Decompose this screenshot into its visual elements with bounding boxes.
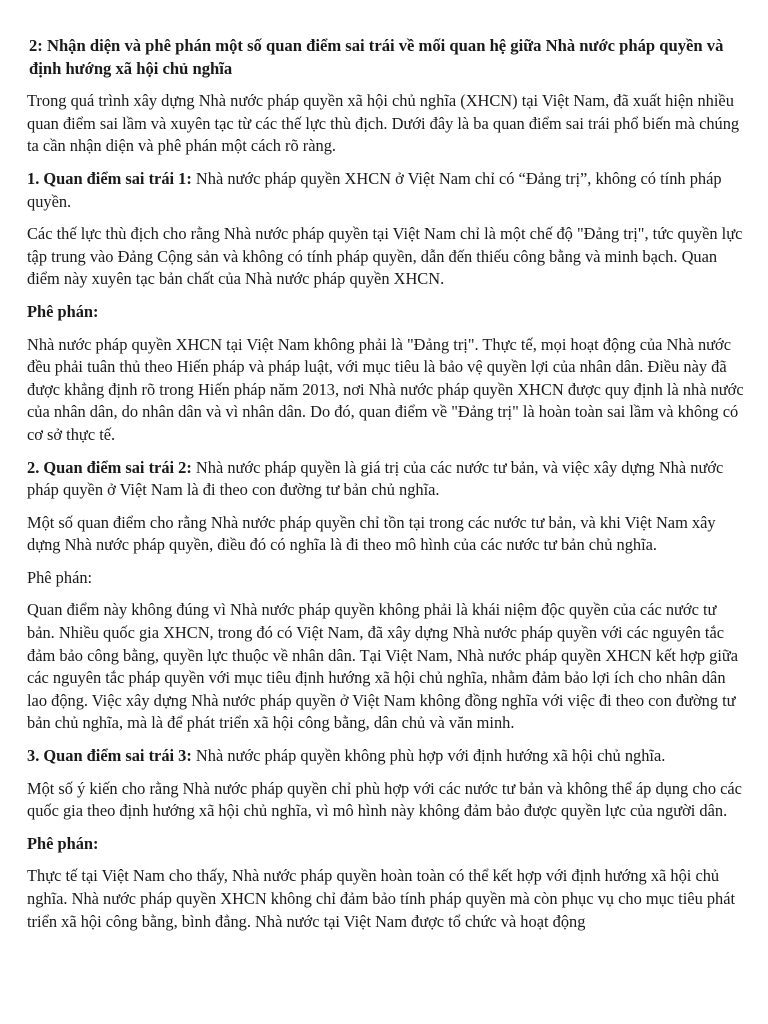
view-3-critique-label: Phê phán:: [27, 833, 99, 853]
view-1-critique: Nhà nước pháp quyền XHCN tại Việt Nam không phải là "Đảng trị". Thực tế, mọi hoạt động của Nhà nước đều phải tuân thủ theo Hiến pháp và pháp luật, với mục tiêu là bảo vệ quyền lợi của nhân dân. Điều này đã được khẳng định rõ trong Hiến pháp năm 2013, nơi Nhà nước pháp quyền XHCN được quy định là nhà nước của nhân dân, do nhân dân và vì nhân dân. Do đó, quan điểm về "Đảng trị" là hoàn toàn sai lầm và không có cơ sở thực tế.: [27, 334, 744, 444]
view-3-statement-text: Nhà nước pháp quyền không phù hợp với định hướng xã hội chủ nghĩa.: [191, 746, 666, 766]
view-2-critique: Quan điểm này không đúng vì Nhà nước pháp quyền không phải là khái niệm độc quyền của các nước tư bản. Nhiều quốc gia XHCN, trong đó có Việt Nam, đã xây dựng Nhà nước pháp quyền với các nguyên tắc đảm bảo công bằng, quyền lực thuộc về nhân dân. Tại Việt Nam, Nhà nước pháp quyền XHCN kết hợp giữa các nguyên tắc pháp quyền với mục tiêu định hướng xã hội chủ nghĩa, nhằm đảm bảo lợi ích cho nhân dân lao động. Việc xây dựng Nhà nước pháp quyền ở Việt Nam không đồng nghĩa với việc đi theo con đường tư bản chủ nghĩa, mà là để phát triển xã hội công bằng, dân chủ và văn minh.: [27, 600, 739, 733]
view-2-critique-label: Phê phán:: [27, 567, 93, 587]
view-1-critique-label: Phê phán:: [27, 301, 99, 321]
section-heading: 2: Nhận diện và phê phán một số quan điểm sai trái về mối quan hệ giữa Nhà nước pháp quyền và định hướng xã hội chủ nghĩa: [29, 36, 724, 78]
view-2-label: 2. Quan điểm sai trái 2:: [27, 457, 192, 477]
view-2-statement-text: Nhà nước pháp quyền là giá trị của các nước tư bản, và việc xây dựng Nhà nước pháp quyền ở Việt Nam là đi theo con đường tư bản chủ nghĩa.: [27, 457, 724, 500]
view-3-critique: Thực tế tại Việt Nam cho thấy, Nhà nước pháp quyền hoàn toàn có thể kết hợp với định hướng xã hội chủ nghĩa. Nhà nước pháp quyền XHCN không chỉ đảm bảo tính pháp quyền mà còn phục vụ cho mục tiêu phát triển xã hội công bằng, bình đẳng. Nhà nước tại Việt Nam được tổ chức và hoạt động: [27, 866, 736, 931]
view-3-label: 3. Quan điểm sai trái 3:: [27, 746, 192, 766]
view-1-statement-text: Nhà nước pháp quyền XHCN ở Việt Nam chỉ có “Đảng trị”, không có tính pháp quyền.: [27, 168, 722, 211]
intro-paragraph: Trong quá trình xây dựng Nhà nước pháp quyền xã hội chủ nghĩa (XHCN) tại Việt Nam, đã xuất hiện nhiều quan điểm sai lầm và xuyên tạc từ các thế lực thù địch. Dưới đây là ba quan điểm sai trái phổ biến mà chúng ta cần nhận diện và phê phán một cách rõ ràng.: [27, 91, 740, 156]
view-1-statement: [27, 168, 746, 213]
view-3-description: Một số ý kiến cho rằng Nhà nước pháp quyền chỉ phù hợp với các nước tư bản và không thể áp dụng cho các quốc gia theo định hướng xã hội chủ nghĩa, vì mô hình này không đảm bảo được quyền lực của người dân.: [27, 778, 742, 821]
view-1-description: Các thế lực thù địch cho rằng Nhà nước pháp quyền tại Việt Nam chỉ là một chế độ "Đảng trị", tức quyền lực tập trung vào Đảng Cộng sản và không có tính pháp quyền, dẫn đến thiếu công bằng và minh bạch. Quan điểm này xuyên tạc bản chất của Nhà nước pháp quyền XHCN.: [27, 224, 743, 289]
view-2-description: Một số quan điểm cho rằng Nhà nước pháp quyền chỉ tồn tại trong các nước tư bản, và khi Việt Nam xây dựng Nhà nước pháp quyền, điều đó có nghĩa là đi theo mô hình của các nước tư bản chủ nghĩa.: [27, 512, 716, 555]
view-2-statement: [27, 457, 746, 502]
view-3-statement: [27, 745, 746, 768]
view-1-label: 1. Quan điểm sai trái 1:: [27, 168, 192, 188]
